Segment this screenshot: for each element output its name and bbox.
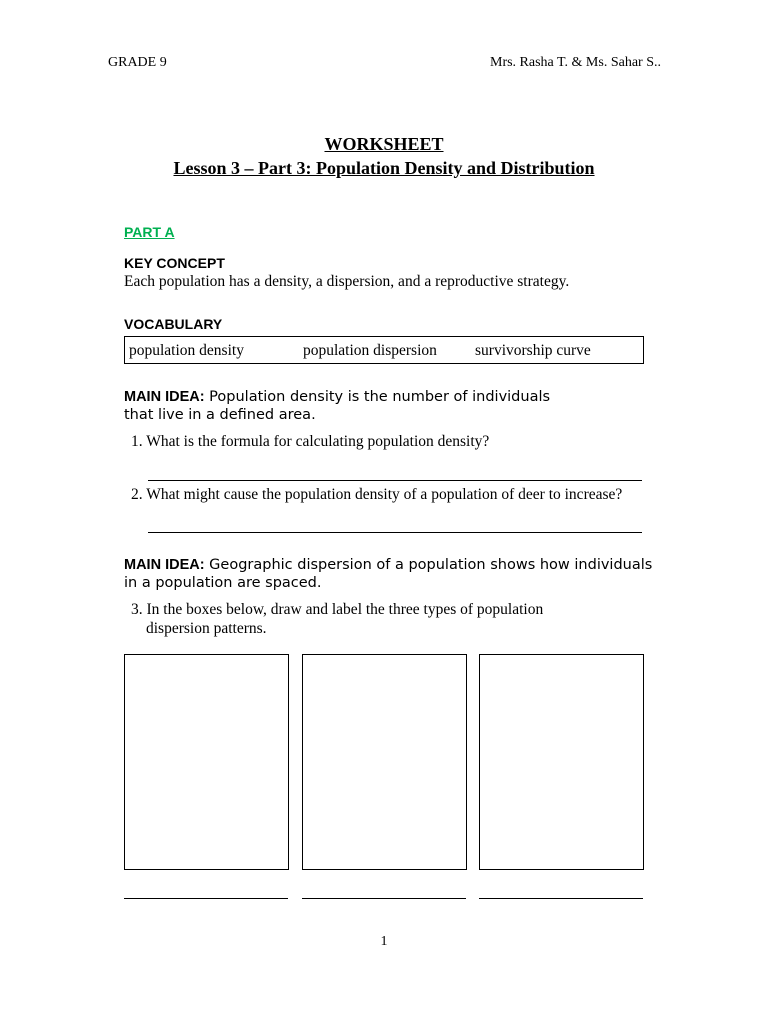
key-concept-text: Each population has a density, a dispersion, and a reproductive strategy.: [124, 273, 570, 290]
label-line-1[interactable]: [124, 898, 288, 899]
main-idea-1-label: MAIN IDEA:: [124, 389, 205, 405]
header-grade: GRADE 9: [108, 55, 167, 70]
lesson-title: Lesson 3 – Part 3: Population Density and Distribution: [173, 158, 595, 178]
question-3-text-line1: In the boxes below, draw and label the three types of population: [146, 601, 544, 618]
header-teachers: Mrs. Rasha T. & Ms. Sahar S..: [490, 55, 661, 70]
answer-line-1[interactable]: [148, 480, 642, 481]
question-2-text: What might cause the population density of a population of deer to increase?: [146, 486, 623, 503]
drawing-box-3[interactable]: [479, 654, 644, 870]
drawing-box-1[interactable]: [124, 654, 289, 870]
label-line-3[interactable]: [479, 898, 643, 899]
main-idea-1-text: Population density is the number of individuals that live in a defined area.: [124, 389, 551, 423]
worksheet-title: WORKSHEET: [324, 134, 444, 154]
key-concept-label: KEY CONCEPT: [124, 255, 225, 271]
main-idea-2: [124, 556, 664, 592]
vocabulary-box: [124, 336, 644, 364]
main-idea-1: [124, 388, 564, 424]
question-1: [131, 432, 489, 451]
drawing-box-2[interactable]: [302, 654, 467, 870]
main-idea-2-text: Geographic dispersion of a population shows how individuals in a population are spaced.: [124, 557, 653, 591]
vocab-term-survivorship-curve: survivorship curve: [475, 342, 591, 359]
question-3: [131, 600, 571, 638]
question-2: [131, 485, 622, 504]
vocab-term-population-density: population density: [129, 342, 244, 359]
answer-line-2[interactable]: [148, 532, 642, 533]
main-idea-2-label: MAIN IDEA:: [124, 557, 205, 573]
question-1-number: 1.: [131, 433, 143, 450]
question-3-number: 3.: [131, 601, 143, 618]
page-number: 1: [380, 934, 388, 949]
part-a-heading: PART A: [124, 224, 175, 240]
question-2-number: 2.: [131, 486, 143, 503]
vocabulary-label: VOCABULARY: [124, 316, 223, 332]
question-3-text-line2: dispersion patterns.: [146, 620, 267, 637]
label-line-2[interactable]: [302, 898, 466, 899]
vocab-term-population-dispersion: population dispersion: [303, 342, 437, 359]
question-1-text: What is the formula for calculating population density?: [146, 433, 490, 450]
